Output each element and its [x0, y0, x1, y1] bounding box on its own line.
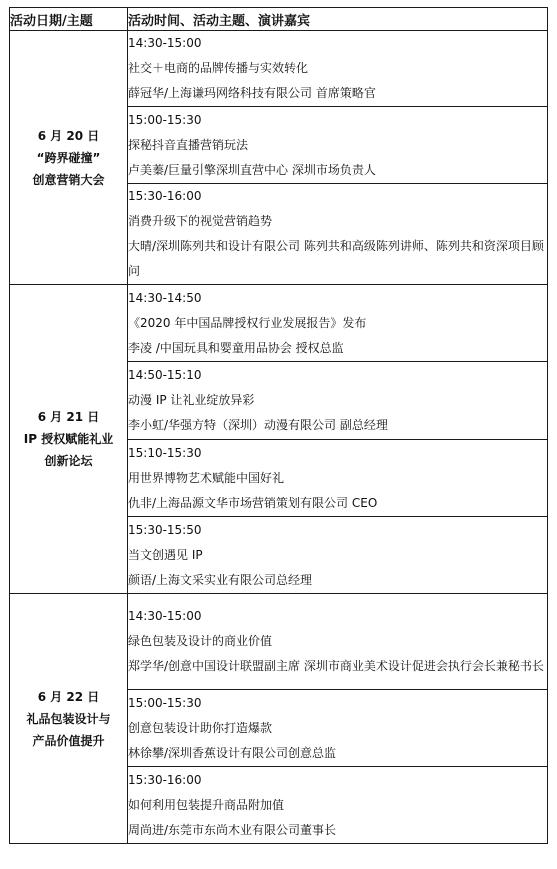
- session-topic: 《2020 年中国品牌授权行业发展报告》发布: [128, 315, 367, 330]
- day-date: 6 月 21 日: [37, 410, 100, 424]
- session-speaker: 大晴/深圳陈列共和设计有限公司 陈列共和高级陈列讲师、陈列共和资深项目顾问: [128, 239, 544, 278]
- session-time: 15:30-16:00: [128, 772, 202, 787]
- session-row: [10, 285, 548, 362]
- session-cell: [128, 362, 548, 440]
- header-time-topic-speaker: 活动时间、活动主题、演讲嘉宾: [128, 8, 548, 31]
- session-speaker: 卢美蓁/巨量引擎深圳直营中心 深圳市场负责人: [128, 162, 376, 177]
- session-cell: [128, 285, 548, 362]
- session-speaker: 颜语/上海文采实业有限公司总经理: [128, 572, 313, 587]
- day-theme-line: 礼品包装设计与: [26, 711, 111, 726]
- session-cell: [128, 767, 548, 844]
- session-topic: 创意包装设计助你打造爆款: [128, 720, 273, 735]
- session-cell: [128, 594, 548, 690]
- session-time: 14:30-15:00: [128, 36, 202, 50]
- schedule-table: [9, 7, 548, 844]
- session-time: 15:30-15:50: [128, 522, 202, 537]
- session-topic: 当文创遇见 IP: [128, 547, 203, 562]
- session-cell: [128, 107, 548, 184]
- session-time: 14:30-15:00: [128, 609, 202, 623]
- session-time: 14:50-15:10: [128, 368, 202, 382]
- session-row: [10, 594, 548, 690]
- session-speaker: 林徐攀/深圳香蕉设计有限公司创意总监: [128, 745, 337, 760]
- day-cell-0621: [10, 285, 128, 594]
- session-time: 15:00-15:30: [128, 695, 202, 710]
- header-row: [10, 8, 548, 31]
- session-cell: [128, 517, 548, 594]
- session-cell: [128, 440, 548, 517]
- session-speaker: 薛冠华/上海谦玛网络科技有限公司 首席策略官: [128, 86, 376, 100]
- session-topic: 用世界博物艺术赋能中国好礼: [128, 470, 285, 485]
- header-date-theme: 活动日期/主题: [10, 8, 128, 31]
- day-theme-line: “跨界碰撞”: [36, 150, 101, 165]
- day-cell-0622: [10, 594, 128, 844]
- session-speaker: 李凌 /中国玩具和婴童用品协会 授权总监: [128, 340, 344, 355]
- session-topic: 绿色包装及设计的商业价值: [128, 634, 273, 648]
- session-topic: 动漫 IP 让礼业绽放异彩: [128, 393, 255, 407]
- session-time: 15:10-15:30: [128, 445, 202, 460]
- session-speaker: 李小虹/华强方特（深圳）动漫有限公司 副总经理: [128, 418, 388, 432]
- session-speaker: 仇非/上海品源文华市场营销策划有限公司 CEO: [128, 495, 378, 510]
- day-date: 6 月 22 日: [37, 689, 100, 704]
- session-cell: [128, 184, 548, 285]
- session-time: 15:30-16:00: [128, 189, 202, 203]
- session-topic: 消费升级下的视觉营销趋势: [128, 214, 273, 228]
- session-row: [10, 31, 548, 107]
- session-topic: 探秘抖音直播营销玩法: [128, 137, 249, 152]
- day-theme-line: 产品价值提升: [32, 733, 105, 748]
- schedule-body: [10, 31, 548, 844]
- session-topic: 如何利用包装提升商品附加值: [128, 797, 285, 812]
- session-time: 14:30-14:50: [128, 290, 202, 305]
- day-theme-line: 创新论坛: [44, 454, 93, 468]
- day-date: 6 月 20 日: [37, 128, 100, 143]
- session-speaker: 郑学华/创意中国设计联盟副主席 深圳市商业美术设计促进会执行会长兼秘书长: [128, 659, 544, 673]
- session-cell: [128, 31, 548, 107]
- session-time: 15:00-15:30: [128, 112, 202, 127]
- session-speaker: 周尚进/东莞市东尚木业有限公司董事长: [128, 822, 337, 837]
- day-cell-0620: [10, 31, 128, 285]
- day-theme-line: 创意营销大会: [32, 172, 105, 187]
- session-topic: 社交＋电商的品牌传播与实效转化: [128, 61, 309, 75]
- day-theme-line: IP 授权赋能礼业: [23, 432, 114, 446]
- session-cell: [128, 690, 548, 767]
